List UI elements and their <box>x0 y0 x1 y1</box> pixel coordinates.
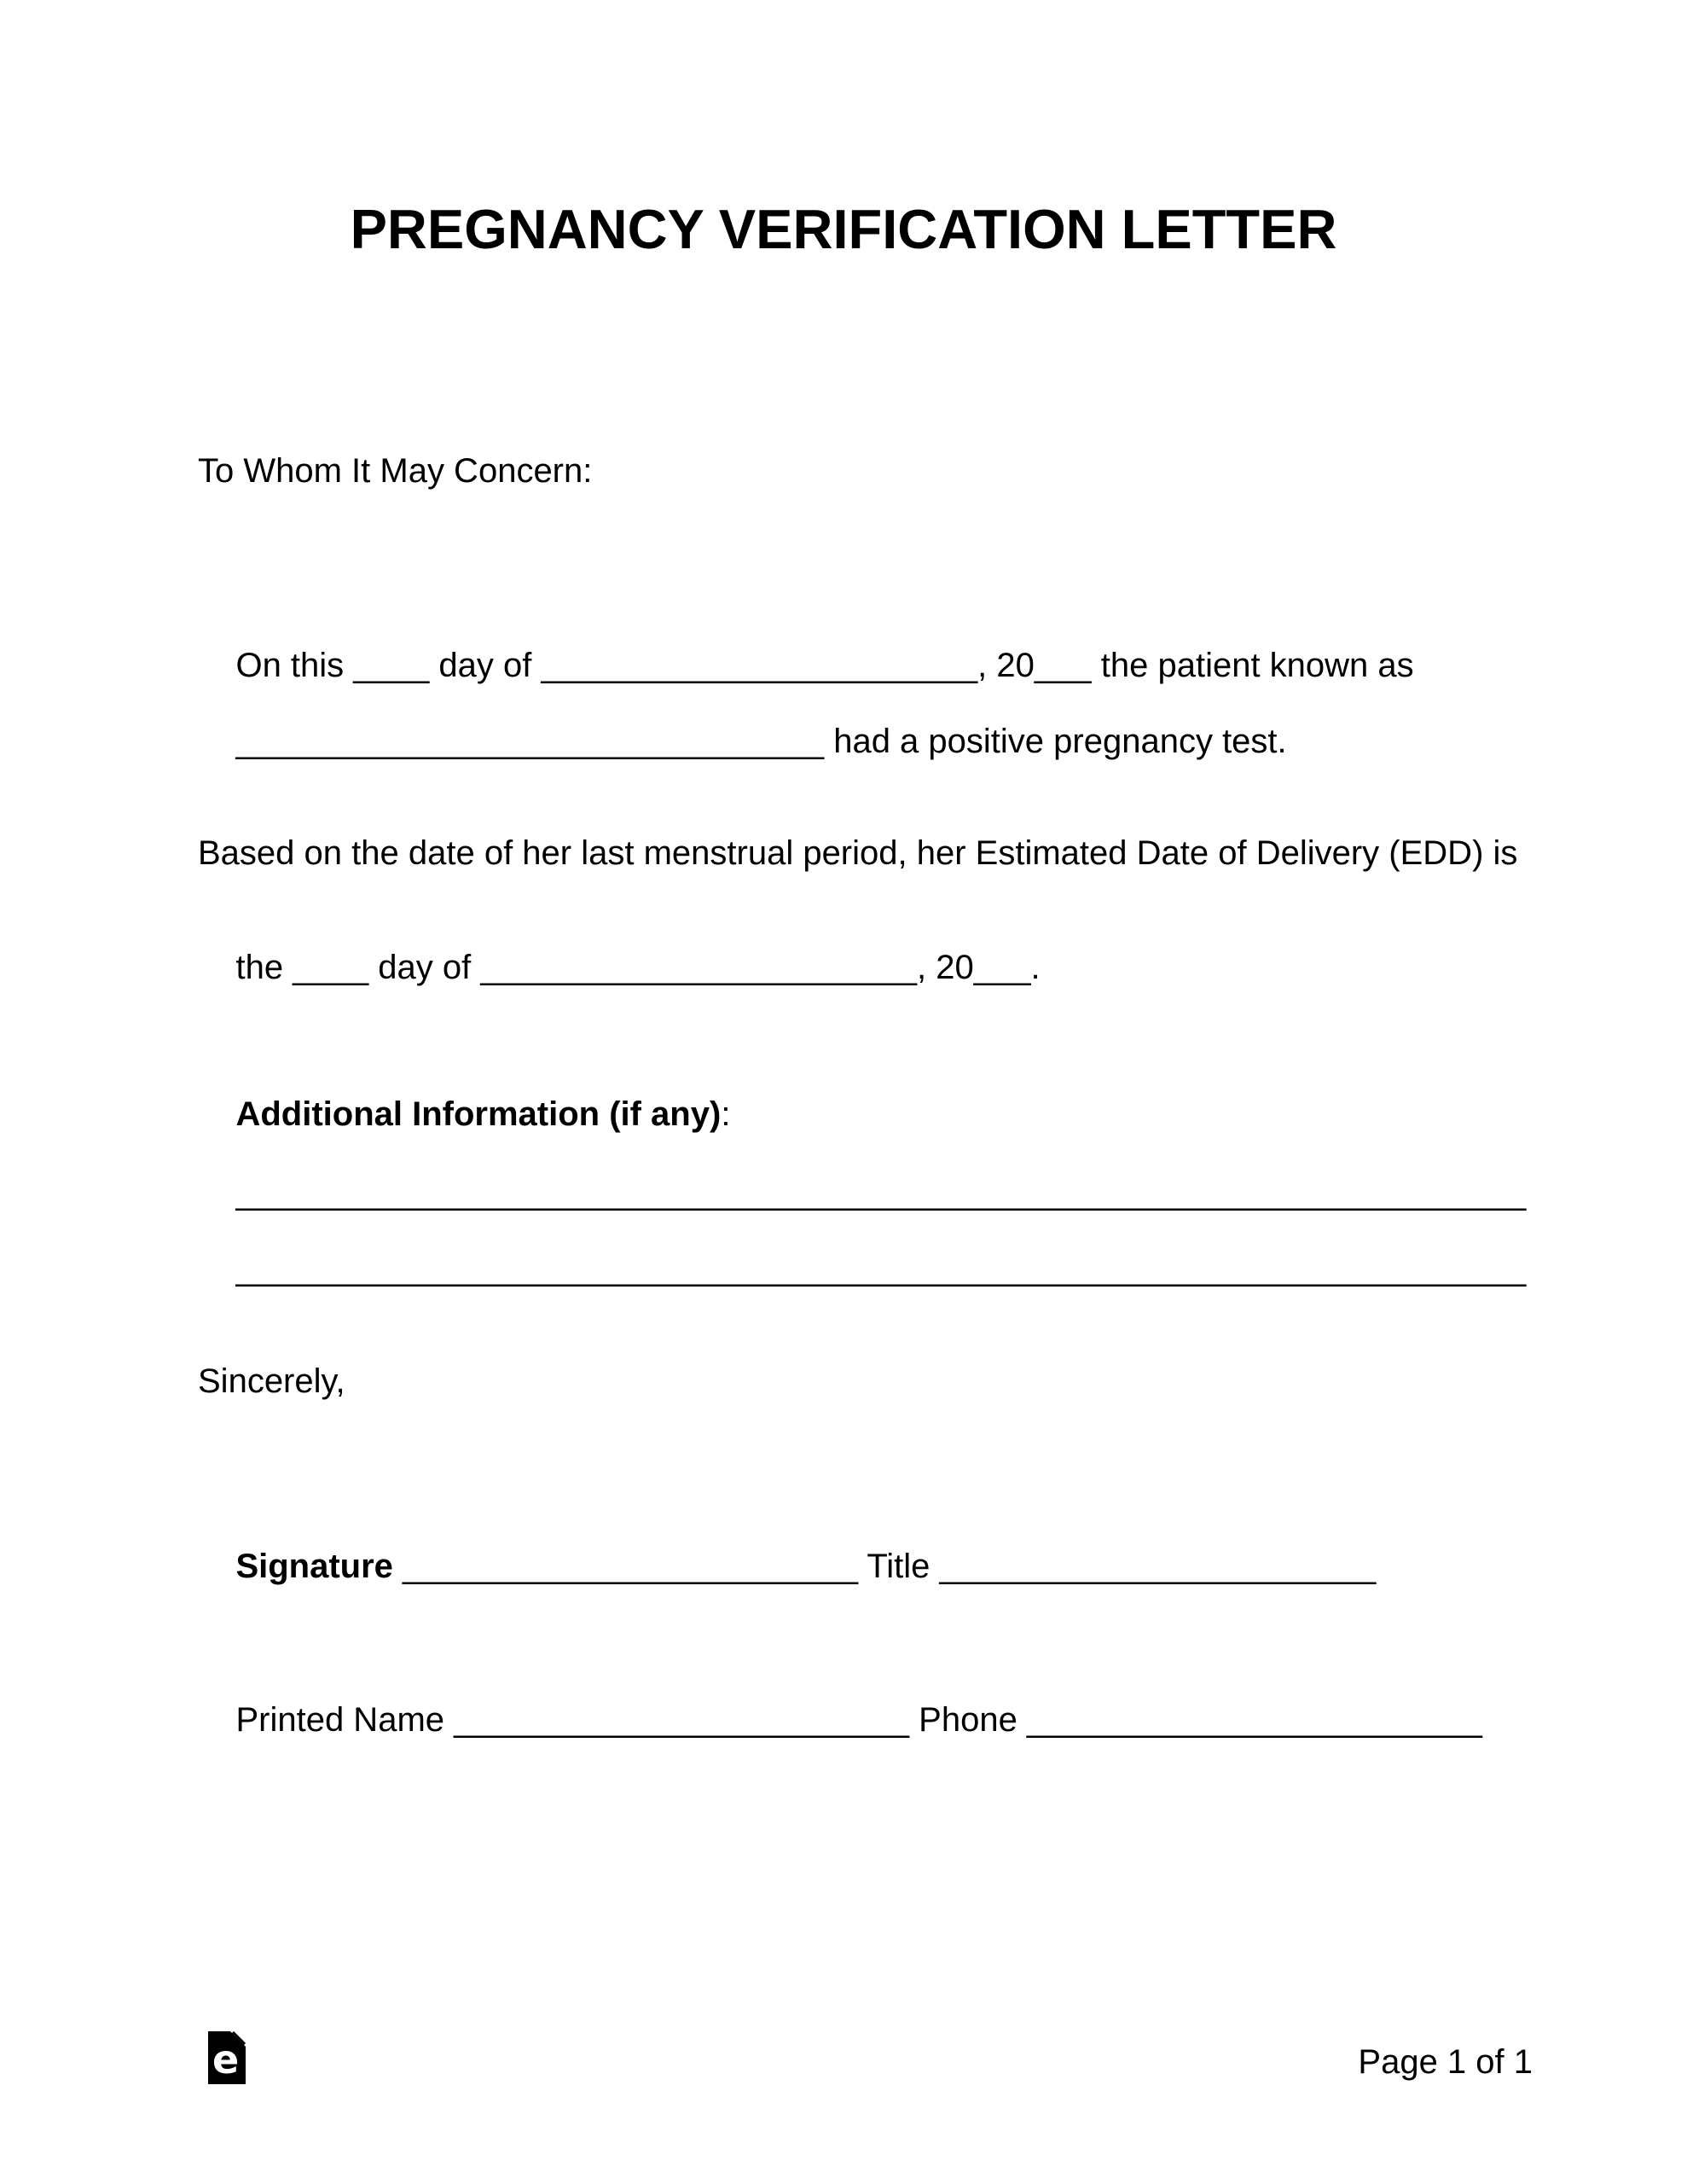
additional-info-blank-line-2 <box>198 1211 1526 1327</box>
day-blank[interactable]: ____ <box>353 647 430 684</box>
printed-name-row <box>198 1663 1482 1778</box>
edd-text-3: , 20 <box>917 949 974 986</box>
title-blank[interactable]: _______________________ <box>939 1548 1377 1585</box>
eforms-logo-letter: e <box>212 2036 240 2082</box>
patient-name-blank[interactable]: _______________________________ <box>235 723 825 760</box>
additional-info-label: Additional Information (if any) <box>235 1095 722 1133</box>
year-blank[interactable]: ___ <box>1034 647 1092 684</box>
additional-info-line-2-blank[interactable]: ____________________________________________________________________ <box>235 1250 1527 1287</box>
opening-text-3: , 20 <box>977 647 1035 684</box>
eforms-logo <box>208 2031 246 2084</box>
edd-intro-line: Based on the date of her last menstrual period, her Estimated Date of Delivery (EDD) is <box>198 834 1518 872</box>
opening-text-2: day of <box>429 647 542 684</box>
closing-line: Sincerely, <box>198 1362 345 1400</box>
page-number: Page 1 of 1 <box>1358 2043 1533 2081</box>
additional-info-colon: : <box>721 1095 731 1133</box>
phone-label: Phone <box>909 1701 1027 1739</box>
month-blank[interactable]: _______________________ <box>541 647 978 684</box>
edd-text-4: . <box>1030 949 1041 986</box>
eforms-logo-icon <box>208 2031 246 2084</box>
opening-text-1: On this <box>235 647 354 684</box>
salutation: To Whom It May Concern: <box>198 452 593 490</box>
patient-line <box>198 684 1287 799</box>
opening-text-4: the patient known as <box>1091 647 1414 684</box>
edd-year-blank[interactable]: ___ <box>973 949 1031 986</box>
signature-label: Signature <box>235 1548 403 1585</box>
printed-name-label: Printed Name <box>235 1701 455 1739</box>
printed-name-blank[interactable]: ________________________ <box>454 1701 910 1739</box>
signature-row <box>198 1509 1376 1624</box>
edd-line <box>198 910 1041 1025</box>
title-label: Title <box>857 1548 940 1585</box>
additional-info-line-1-blank[interactable]: ____________________________________________________________________ <box>235 1174 1527 1211</box>
edd-month-blank[interactable]: _______________________ <box>480 949 918 986</box>
edd-day-blank[interactable]: ____ <box>293 949 369 986</box>
patient-line-text: had a positive pregnancy test. <box>824 723 1287 760</box>
phone-blank[interactable]: ________________________ <box>1026 1701 1482 1739</box>
edd-text-1: the <box>235 949 293 986</box>
document-title: PREGNANCY VERIFICATION LETTER <box>350 198 1337 260</box>
edd-text-2: day of <box>368 949 481 986</box>
signature-blank[interactable]: ________________________ <box>403 1548 858 1585</box>
